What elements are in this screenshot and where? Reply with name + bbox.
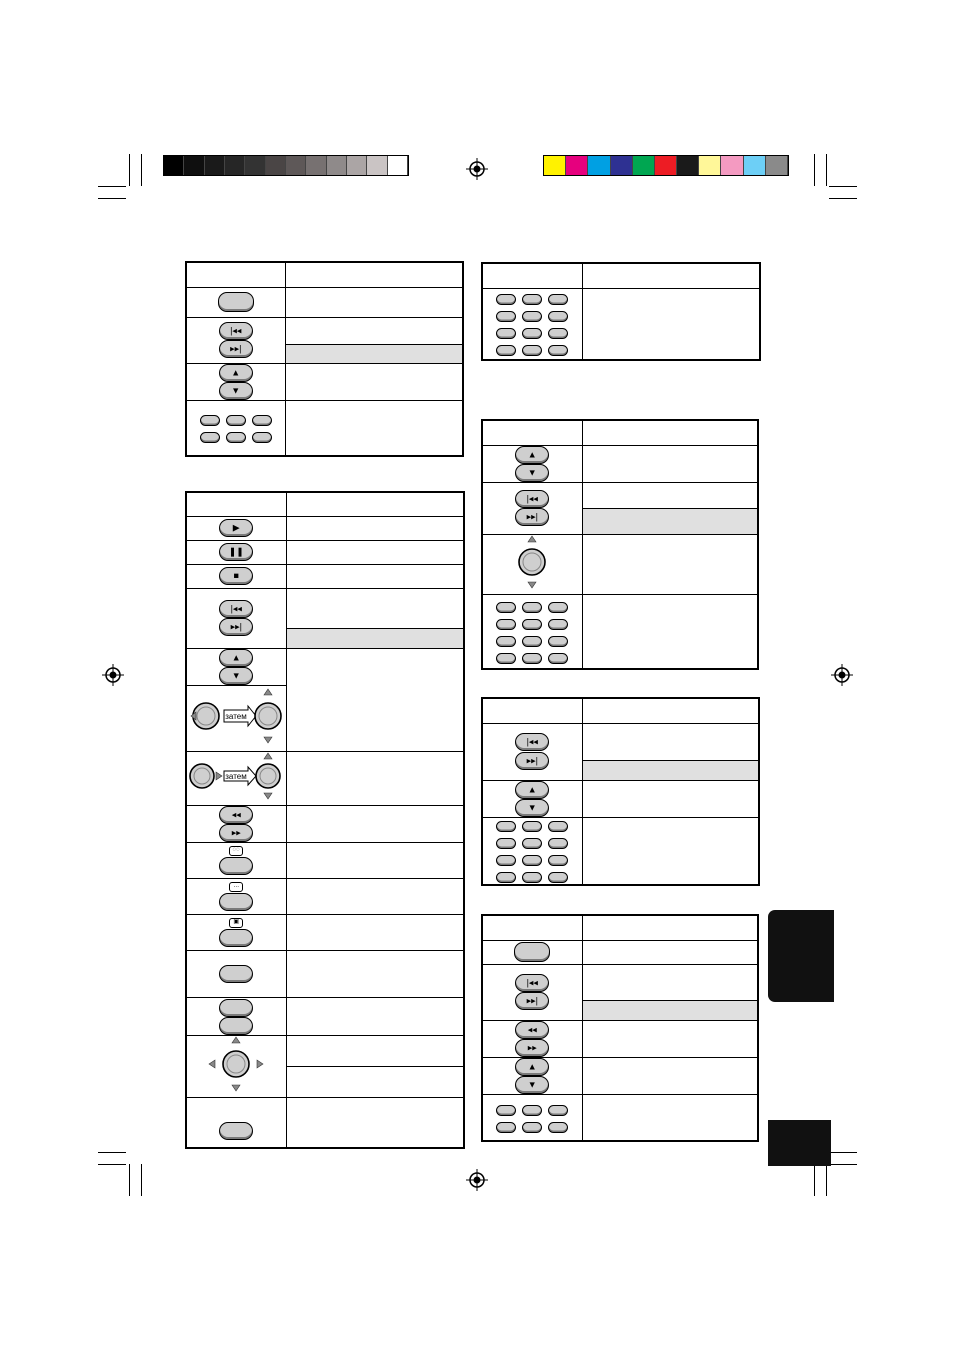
header-cell <box>482 698 582 723</box>
crop-mark <box>829 198 857 199</box>
key-cell <box>186 879 286 915</box>
description-cell <box>286 879 464 915</box>
key-cell <box>482 723 582 780</box>
key-cell <box>186 751 286 805</box>
description-cell <box>582 940 758 964</box>
color-swatch <box>544 156 566 175</box>
key-cell <box>186 843 286 879</box>
header-cell <box>582 915 758 940</box>
description-cell <box>286 1098 464 1148</box>
header-cell <box>482 915 582 940</box>
description-cell <box>286 805 464 842</box>
fast-forward-icon: ▸▸ <box>219 824 253 842</box>
joystick-icon <box>512 535 552 589</box>
description-cell <box>286 588 464 628</box>
header-cell <box>482 420 582 445</box>
up-arrow-icon: ▲ <box>219 649 253 667</box>
down-arrow-icon: ▼ <box>219 667 253 685</box>
key-cell <box>482 1095 582 1141</box>
description-cell <box>286 915 464 951</box>
description-cell-shaded <box>285 344 463 363</box>
key-cell <box>482 817 582 885</box>
rewind-icon: ◂◂ <box>219 806 253 824</box>
color-swatch <box>266 156 286 175</box>
header-cell <box>582 420 758 445</box>
color-swatch <box>566 156 588 175</box>
play-icon: ▶ <box>219 519 253 537</box>
svg-text:затем: затем <box>225 771 247 781</box>
description-cell <box>286 516 464 540</box>
key-cell <box>186 588 286 648</box>
skip-previous-icon: |◂◂ <box>515 490 549 508</box>
key-cell <box>186 540 286 564</box>
description-cell <box>582 594 758 669</box>
description-cell <box>286 1036 464 1067</box>
description-cell <box>286 951 464 998</box>
crop-mark <box>129 1164 130 1196</box>
description-cell-shaded <box>582 760 759 780</box>
pause-icon: ❚❚ <box>219 543 253 561</box>
remote-button-icon <box>219 1017 253 1035</box>
description-cell <box>286 1067 464 1098</box>
key-cell <box>186 317 285 363</box>
description-cell <box>285 400 463 456</box>
color-swatch <box>677 156 699 175</box>
key-cell <box>186 1098 286 1148</box>
number-keys-icon <box>496 1105 568 1133</box>
description-cell <box>285 363 463 400</box>
color-swatch <box>367 156 387 175</box>
section-tab <box>768 910 834 1002</box>
description-cell <box>286 564 464 588</box>
angle-icon: ▣ <box>229 918 243 928</box>
description-cell <box>582 1020 758 1057</box>
description-cell <box>286 648 464 751</box>
description-cell <box>582 482 758 508</box>
header-cell <box>186 262 285 287</box>
description-cell <box>582 288 760 360</box>
number-keys-icon <box>496 294 568 356</box>
key-cell <box>482 445 582 482</box>
registration-mark-icon <box>466 158 488 180</box>
color-swatch <box>388 156 408 175</box>
color-swatch <box>611 156 633 175</box>
header-cell <box>582 698 759 723</box>
registration-mark-icon <box>102 664 124 686</box>
header-cell <box>186 492 286 516</box>
key-cell <box>186 998 286 1036</box>
color-swatch <box>699 156 721 175</box>
up-arrow-icon: ▲ <box>515 1058 549 1076</box>
remote-button-icon <box>219 857 253 875</box>
remote-button-icon <box>514 942 550 962</box>
description-cell <box>285 287 463 317</box>
skip-next-icon: ▸▸| <box>515 508 549 526</box>
description-cell <box>286 843 464 879</box>
remote-button-icon <box>219 893 253 911</box>
header-cell <box>286 492 464 516</box>
color-swatch <box>306 156 326 175</box>
color-swatch <box>205 156 225 175</box>
down-arrow-icon: ▼ <box>515 1076 549 1094</box>
skip-previous-icon: |◂◂ <box>219 600 253 618</box>
description-cell <box>286 998 464 1036</box>
stop-icon: ■ <box>219 567 253 585</box>
remote-button-icon <box>219 965 253 983</box>
joystick-then-icon <box>188 752 284 800</box>
registration-mark-icon <box>831 664 853 686</box>
key-cell <box>482 964 582 1020</box>
registration-mark-icon <box>466 1169 488 1191</box>
key-cell <box>186 915 286 951</box>
color-swatch <box>766 156 788 175</box>
description-cell <box>582 1095 758 1141</box>
description-cell <box>582 1057 758 1094</box>
crop-mark <box>826 154 827 186</box>
color-swatch <box>588 156 610 175</box>
crop-mark <box>98 1164 126 1165</box>
subtitle-icon: … <box>229 882 243 892</box>
remote-button-icon <box>219 929 253 947</box>
key-cell <box>482 1020 582 1057</box>
description-cell <box>582 817 759 885</box>
description-cell <box>582 780 759 817</box>
crop-mark <box>814 1164 815 1196</box>
skip-next-icon: ▸▸| <box>219 618 253 636</box>
description-cell <box>582 445 758 482</box>
crop-mark <box>829 1164 857 1165</box>
color-swatch <box>721 156 743 175</box>
skip-previous-icon: |◂◂ <box>219 322 253 340</box>
skip-next-icon: ▸▸| <box>515 752 549 770</box>
key-cell <box>482 940 582 964</box>
control-table-3 <box>481 262 761 361</box>
description-cell <box>582 723 759 760</box>
key-cell <box>186 564 286 588</box>
key-cell <box>186 1036 286 1098</box>
crop-mark <box>98 186 126 187</box>
color-swatch <box>184 156 204 175</box>
down-arrow-icon: ▼ <box>515 799 549 817</box>
key-cell <box>186 400 285 456</box>
key-cell <box>186 648 286 685</box>
page-number-box <box>768 1120 831 1166</box>
key-cell <box>186 363 285 400</box>
key-cell <box>482 534 582 594</box>
color-swatch <box>655 156 677 175</box>
color-swatch <box>225 156 245 175</box>
skip-next-icon: ▸▸| <box>219 340 253 358</box>
up-arrow-icon: ▲ <box>219 364 253 382</box>
key-cell <box>482 594 582 669</box>
color-swatch <box>327 156 347 175</box>
crop-mark <box>98 1152 126 1153</box>
crop-mark <box>814 154 815 186</box>
key-cell <box>186 805 286 842</box>
remote-button-icon <box>219 1122 253 1140</box>
audio-icon: ◌◌ <box>229 846 243 856</box>
description-cell <box>286 540 464 564</box>
joystick-then-icon <box>188 686 284 746</box>
key-cell <box>186 951 286 998</box>
control-table-1 <box>185 261 464 457</box>
key-cell <box>186 685 286 751</box>
crop-mark <box>829 1152 857 1153</box>
color-swatch <box>347 156 367 175</box>
crop-mark <box>129 154 130 186</box>
key-cell <box>482 780 582 817</box>
crop-mark <box>826 1164 827 1196</box>
key-cell <box>186 516 286 540</box>
description-cell <box>285 317 463 344</box>
description-cell-shaded <box>286 628 464 648</box>
control-table-6 <box>481 914 759 1142</box>
header-cell <box>582 263 760 288</box>
joystick-icon <box>206 1036 266 1092</box>
color-swatch <box>633 156 655 175</box>
key-cell <box>482 1057 582 1094</box>
control-table-5 <box>481 697 760 886</box>
control-table-4 <box>481 419 759 670</box>
description-cell <box>582 534 758 594</box>
down-arrow-icon: ▼ <box>219 382 253 400</box>
header-cell <box>482 263 582 288</box>
description-cell <box>582 964 758 1000</box>
fast-forward-icon: ▸▸ <box>515 1039 549 1057</box>
rewind-icon: ◂◂ <box>515 1021 549 1039</box>
color-calibration-strip <box>543 155 789 176</box>
crop-mark <box>141 1164 142 1196</box>
up-arrow-icon: ▲ <box>515 781 549 799</box>
color-swatch <box>286 156 306 175</box>
key-cell <box>186 287 285 317</box>
down-arrow-icon: ▼ <box>515 464 549 482</box>
gray-calibration-strip <box>163 155 409 176</box>
color-swatch <box>164 156 184 175</box>
control-table-2 <box>185 491 465 1149</box>
key-cell <box>482 482 582 534</box>
skip-previous-icon: |◂◂ <box>515 733 549 751</box>
skip-previous-icon: |◂◂ <box>515 974 549 992</box>
number-keys-icon <box>496 602 568 664</box>
svg-text:затем: затем <box>225 711 247 721</box>
color-swatch <box>245 156 265 175</box>
number-keys-icon <box>496 821 568 883</box>
key-cell <box>482 288 582 360</box>
number-keys-icon <box>200 415 272 443</box>
description-cell-shaded <box>582 1000 758 1020</box>
color-swatch <box>744 156 766 175</box>
crop-mark <box>829 186 857 187</box>
skip-next-icon: ▸▸| <box>515 992 549 1010</box>
remote-button-icon <box>218 292 254 312</box>
description-cell <box>286 751 464 805</box>
crop-mark <box>98 198 126 199</box>
up-arrow-icon: ▲ <box>515 446 549 464</box>
crop-mark <box>141 154 142 186</box>
description-cell-shaded <box>582 508 758 534</box>
remote-button-icon <box>219 999 253 1017</box>
header-cell <box>285 262 463 287</box>
